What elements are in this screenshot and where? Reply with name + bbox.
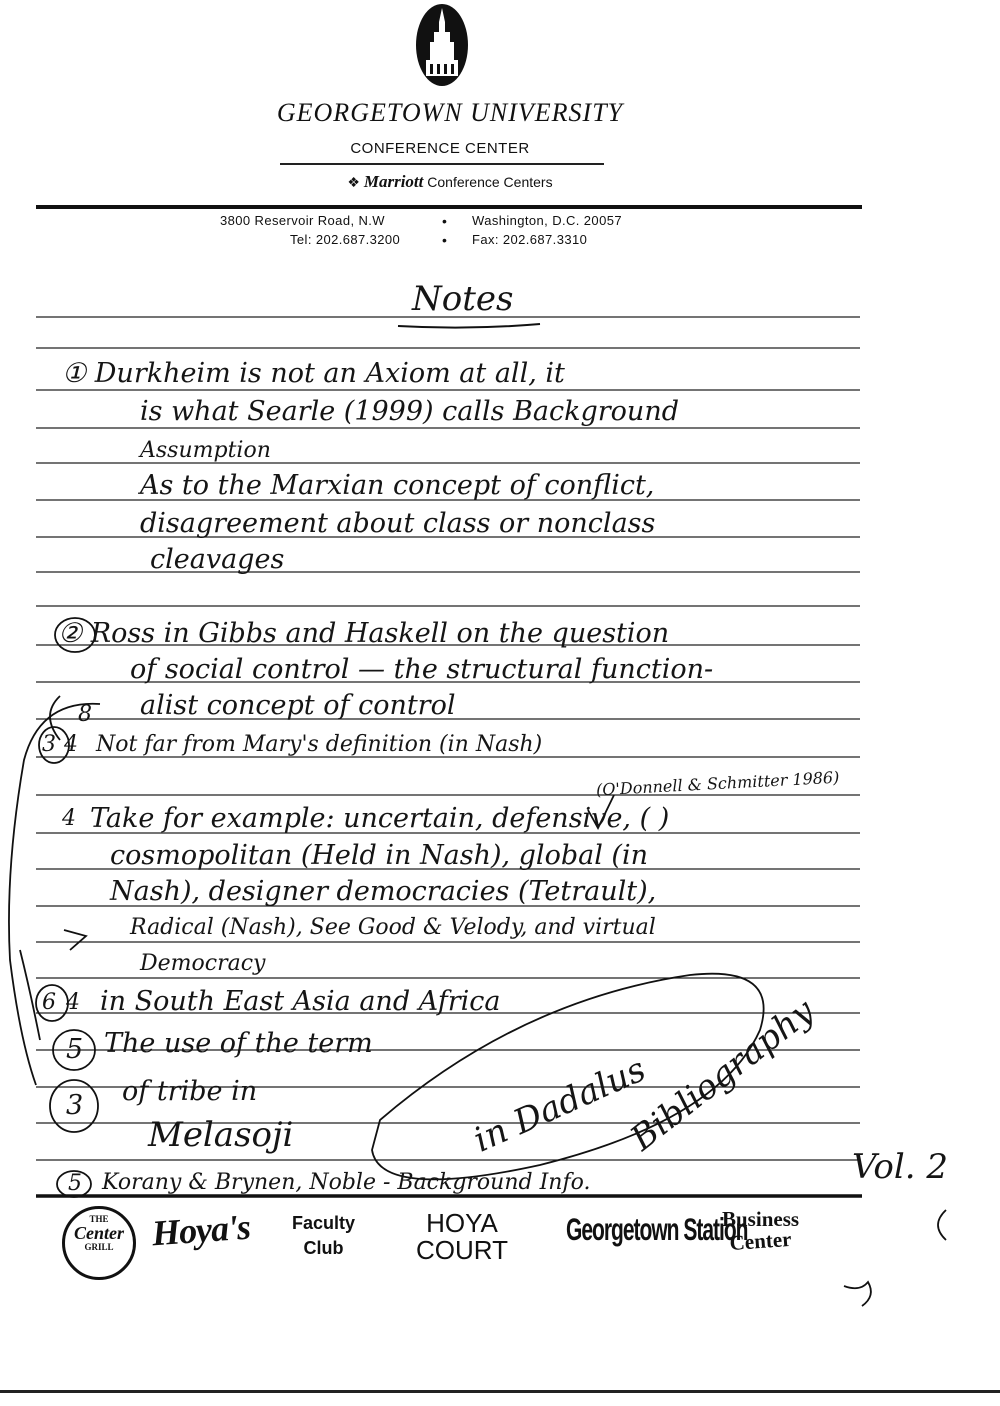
note-line: Vol. 2 (852, 1147, 949, 1187)
hoyas-logo: Hoya's (150, 1206, 252, 1254)
note-line: is what Searle (1999) calls Background (140, 396, 679, 427)
margin-marker: 6 (42, 990, 56, 1015)
note-line: disagreement about class or nonclass (140, 508, 656, 539)
note-line: Bibliography (623, 991, 822, 1159)
conference-center-title: CONFERENCE CENTER (350, 140, 530, 157)
margin-marker: 3 (66, 1090, 84, 1121)
georgetown-station-logo: Georgetown Station (566, 1212, 748, 1248)
hoya-court-line1: HOYA (426, 1208, 498, 1238)
marriott-brand: Marriott (363, 172, 424, 191)
margin-marker: 4 (66, 990, 80, 1015)
address-tel: Tel: 202.687.3200 (290, 232, 401, 247)
note-line: of social control — the structural function- (130, 654, 714, 685)
center-grill-top: THE (89, 1214, 109, 1224)
hoya-court-logo (416, 1210, 508, 1265)
business-center-line1: Business (722, 1207, 800, 1231)
note-line: Take for example: uncertain, defensive, ( ) (90, 803, 670, 834)
address-city: Washington, D.C. 20057 (472, 213, 622, 228)
margin-marker: 5 (66, 1034, 84, 1065)
note-line: cosmopolitan (Held in Nash), global (in (110, 840, 648, 871)
university-name: GEORGETOWN UNIVERSITY (276, 98, 624, 127)
note-line: Nash), designer democracies (Tetrault), (110, 876, 657, 907)
note-line: ① Durkheim is not an Axiom at all, it (62, 358, 565, 389)
note-line: As to the Marxian concept of conflict, (140, 470, 655, 501)
business-center-line2: Center (728, 1226, 793, 1256)
margin-marker: 3 (42, 732, 56, 757)
notes-heading: Notes (412, 279, 514, 319)
note-line: in South East Asia and Africa (100, 986, 501, 1017)
center-grill-bottom: GRILL (84, 1242, 114, 1253)
georgetown-seal-logo (414, 2, 470, 88)
margin-marker: 4 (62, 806, 76, 831)
note-line: Radical (Nash), See Good & Velody, and virtual (130, 915, 656, 940)
note-line: Assumption (140, 438, 271, 463)
address-fax: Fax: 202.687.3310 (472, 232, 588, 247)
address-bullet: • (442, 232, 447, 248)
center-grill-logo (62, 1206, 136, 1280)
note-line: Korany & Brynen, Noble - Background Info. (102, 1170, 591, 1195)
note-line: ② Ross in Gibbs and Haskell on the question (58, 618, 670, 649)
address-bullet: • (442, 213, 447, 229)
faculty-club-line1: Faculty (292, 1213, 356, 1233)
marriott-suffix: Conference Centers (423, 174, 553, 190)
note-line: of tribe in (122, 1076, 258, 1107)
marriott-line (300, 172, 600, 192)
margin-marker: 5 (68, 1171, 82, 1196)
faculty-club-logo (292, 1214, 355, 1258)
center-grill-name: Center (73, 1223, 124, 1244)
business-center-logo (722, 1207, 800, 1256)
address-street: 3800 Reservoir Road, N.W (220, 213, 385, 228)
note-line: Melasoji (148, 1115, 294, 1155)
letterhead-divider (280, 163, 604, 165)
note-line: in Dadalus (467, 1049, 652, 1161)
marriott-icon: ❖ (347, 174, 364, 190)
note-line: cleavages (150, 544, 285, 575)
margin-marker: 8 (78, 702, 92, 727)
faculty-club-line2: Club (303, 1237, 344, 1258)
note-line: The use of the term (104, 1028, 373, 1059)
note-line: Not far from Mary's definition (in Nash) (96, 732, 543, 757)
note-line: (O'Donnell & Schmitter 1986) (595, 767, 840, 800)
header-thick-rule (36, 205, 862, 209)
page-bottom-edge (0, 1390, 1000, 1393)
note-line: alist concept of control (140, 690, 456, 721)
note-line: Democracy (140, 951, 266, 976)
margin-marker: 4 (64, 732, 78, 757)
hoya-court-line2: COURT (416, 1235, 508, 1266)
